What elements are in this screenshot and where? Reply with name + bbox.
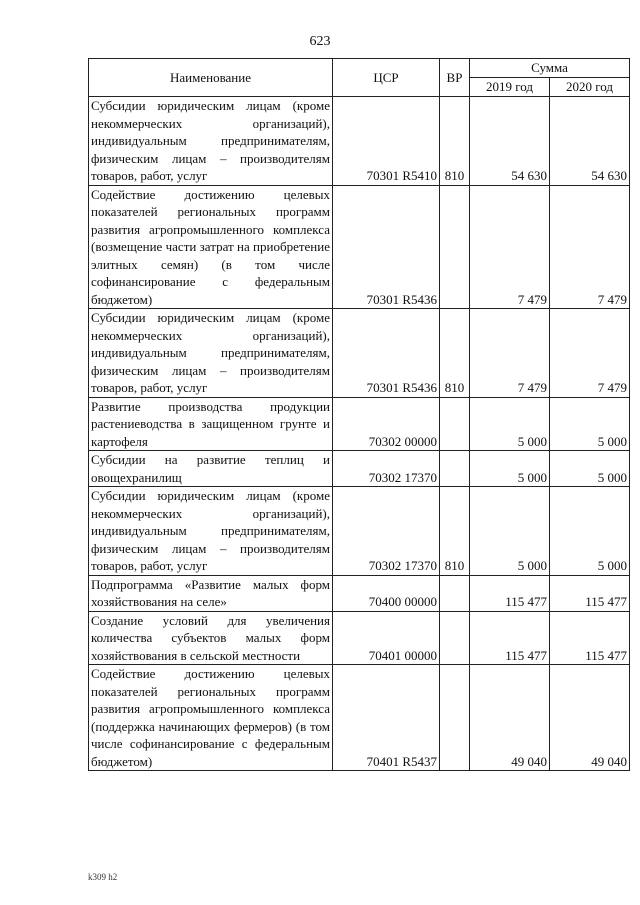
row-sum-2019: 5 000	[470, 487, 550, 576]
row-sum-2019: 5 000	[470, 397, 550, 451]
table-row	[89, 611, 630, 665]
row-sum-2019: 115 477	[470, 611, 550, 665]
table-body	[89, 97, 630, 771]
row-csr: 70400 00000	[333, 575, 440, 611]
row-name: Содействие достижению целевых показателей региональных программ развития агропромышленного комплекса (поддержка начинающих фермеров) (в том числе софинансирование с федеральным бюджетом)	[89, 665, 333, 771]
row-vr	[440, 611, 470, 665]
row-name: Субсидии на развитие теплиц и овощехранилищ	[89, 451, 333, 487]
row-sum-2020: 49 040	[550, 665, 630, 771]
header-row-1	[89, 59, 630, 78]
col-header-sum: Сумма	[470, 59, 630, 78]
row-name: Подпрограмма «Развитие малых форм хозяйствования на селе»	[89, 575, 333, 611]
table-row	[89, 575, 630, 611]
row-sum-2020: 5 000	[550, 397, 630, 451]
row-name: Содействие достижению целевых показателей региональных программ развития агропромышленного комплекса (возмещение части затрат на приобретение элитных семян) (в том числе софинансирование с федеральным бюджетом)	[89, 185, 333, 309]
table-row	[89, 97, 630, 186]
col-header-name: Наименование	[89, 59, 333, 97]
table-row	[89, 665, 630, 771]
row-name: Субсидии юридическим лицам (кроме некоммерческих организаций), индивидуальным предпринимателям, физическим лицам – производителям товаров, работ, услуг	[89, 487, 333, 576]
table-row	[89, 451, 630, 487]
row-sum-2020: 115 477	[550, 611, 630, 665]
row-csr: 70401 00000	[333, 611, 440, 665]
page-number: 623	[309, 34, 331, 49]
row-sum-2019: 49 040	[470, 665, 550, 771]
row-name: Развитие производства продукции растениеводства в защищенном грунте и картофеля	[89, 397, 333, 451]
row-vr	[440, 665, 470, 771]
footer-code: k309 h2	[88, 872, 118, 882]
row-sum-2019: 7 479	[470, 309, 550, 398]
row-vr: 810	[440, 487, 470, 576]
row-sum-2020: 7 479	[550, 309, 630, 398]
row-vr	[440, 575, 470, 611]
table-row	[89, 487, 630, 576]
row-vr: 810	[440, 309, 470, 398]
budget-table	[88, 58, 630, 771]
row-csr: 70302 17370	[333, 487, 440, 576]
row-csr: 70301 R5436	[333, 309, 440, 398]
row-sum-2020: 5 000	[550, 487, 630, 576]
table-row	[89, 397, 630, 451]
row-sum-2019: 115 477	[470, 575, 550, 611]
row-sum-2019: 5 000	[470, 451, 550, 487]
row-vr	[440, 185, 470, 309]
row-name: Субсидии юридическим лицам (кроме некоммерческих организаций), индивидуальным предпринимателям, физическим лицам – производителям товаров, работ, услуг	[89, 97, 333, 186]
row-name: Создание условий для увеличения количества субъектов малых форм хозяйствования в сельской местности	[89, 611, 333, 665]
row-sum-2020: 115 477	[550, 575, 630, 611]
row-sum-2020: 5 000	[550, 451, 630, 487]
row-csr: 70301 R5410	[333, 97, 440, 186]
table-row	[89, 309, 630, 398]
row-sum-2020: 7 479	[550, 185, 630, 309]
row-sum-2020: 54 630	[550, 97, 630, 186]
col-header-csr: ЦСР	[333, 59, 440, 97]
row-csr: 70401 R5437	[333, 665, 440, 771]
row-csr: 70302 17370	[333, 451, 440, 487]
col-header-2019: 2019 год	[470, 78, 550, 97]
row-vr: 810	[440, 97, 470, 186]
row-vr	[440, 451, 470, 487]
row-csr: 70301 R5436	[333, 185, 440, 309]
row-vr	[440, 397, 470, 451]
row-name: Субсидии юридическим лицам (кроме некоммерческих организаций), индивидуальным предпринимателям, физическим лицам – производителям товаров, работ, услуг	[89, 309, 333, 398]
table-row	[89, 185, 630, 309]
col-header-vr: ВР	[440, 59, 470, 97]
row-sum-2019: 54 630	[470, 97, 550, 186]
row-sum-2019: 7 479	[470, 185, 550, 309]
row-csr: 70302 00000	[333, 397, 440, 451]
col-header-2020: 2020 год	[550, 78, 630, 97]
